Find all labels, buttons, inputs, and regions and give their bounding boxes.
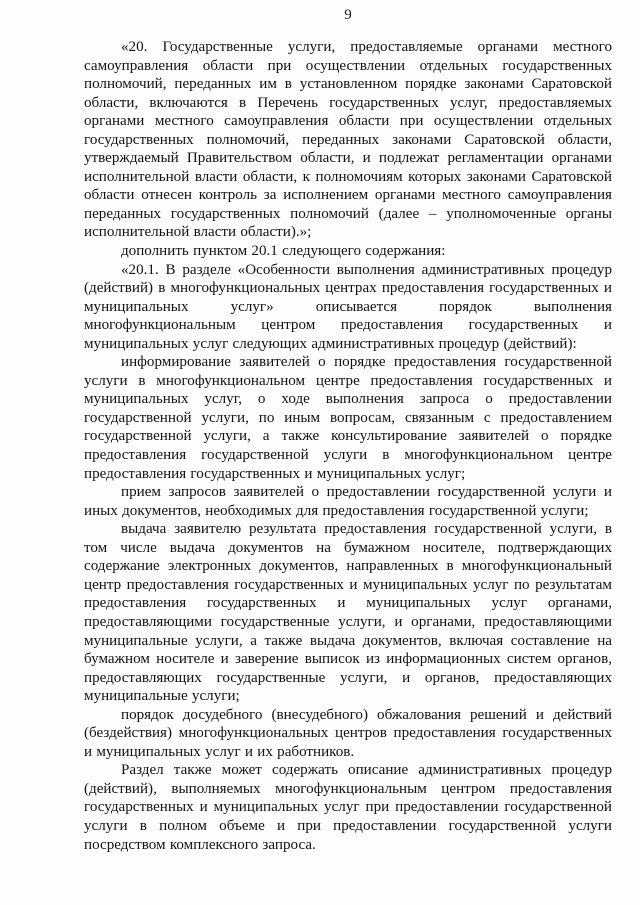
paragraph: порядок досудебного (внесудебного) обжалования решений и действий (бездействия) многофункциональных центров предоставления государственных и муниципальных услуг и их работников. (84, 706, 612, 760)
paragraph: выдача заявителю результата предоставления государственной услуги, в том числе выдача документов на бумажном носителе, подтверждающих содержание электронных документов, направленных в многофункциональный центр предоставления государственных и муниципальных услуг по результатам предоставления государственных и муниципальных услуг органами, предоставляющими государственные услуги, и органами, предоставляющими муниципальные услуги, а также выдача документов, включая составление на бумажном носителе и заверение выписок из информационных систем органов, предоставляющих государственные услуги, и органов, предоставляющих муниципальные услуги; (84, 521, 612, 705)
paragraph: информирование заявителей о порядке предоставления государственной услуги в многофункциональном центре предоставления государственных и муниципальных услуг, о ходе выполнения запроса о предоставлении государственной услуги, по иным вопросам, связанным с предоставлением государственной услуги, а также консультирование заявителей о порядке предоставления государственной услуги в многофункциональном центре предоставления государственных и муниципальных услуг; (84, 354, 612, 482)
page-number: 9 (344, 7, 352, 23)
paragraph: «20. Государственные услуги, предоставляемые органами местного самоуправления области при осуществлении отдельных государственных полномочий, переданных им в установленном порядке законами Саратовской области, включаются в Перечень государственных услуг, предоставляемых органами местного самоуправления области при осуществлении отдельных государственных полномочий, переданных законами Саратовской области, утверждаемый Правительством области, и подлежат регламентации органами исполнительной власти области, к полномочиям которых законами Саратовской области отнесен контроль за исполнением органами местного самоуправления переданных государственных полномочий (далее – уполномоченные органы исполнительной власти области).»; (84, 39, 612, 241)
paragraph: «20.1. В разделе «Особенности выполнения административных процедур (действий) в многофункциональных центрах предоставления государственных и муниципальных услуг» описывается порядок выполнения многофункциональным центром предоставления государственных и муниципальных услуг следующих административных процедур (действий): (84, 261, 612, 352)
document-body (84, 38, 612, 854)
paragraph: Раздел также может содержать описание административных процедур (действий), выполняемых многофункциональным центром предоставления государственных и муниципальных услуг при предоставлении государственной услуги в полном объеме и при предоставлении государственной услуги посредством комплексного запроса. (84, 762, 612, 853)
paragraph: прием запросов заявителей о предоставлении государственной услуги и иных документов, необходимых для предоставления государственной услуги; (84, 484, 612, 519)
paragraph: дополнить пунктом 20.1 следующего содержания: (121, 243, 446, 260)
